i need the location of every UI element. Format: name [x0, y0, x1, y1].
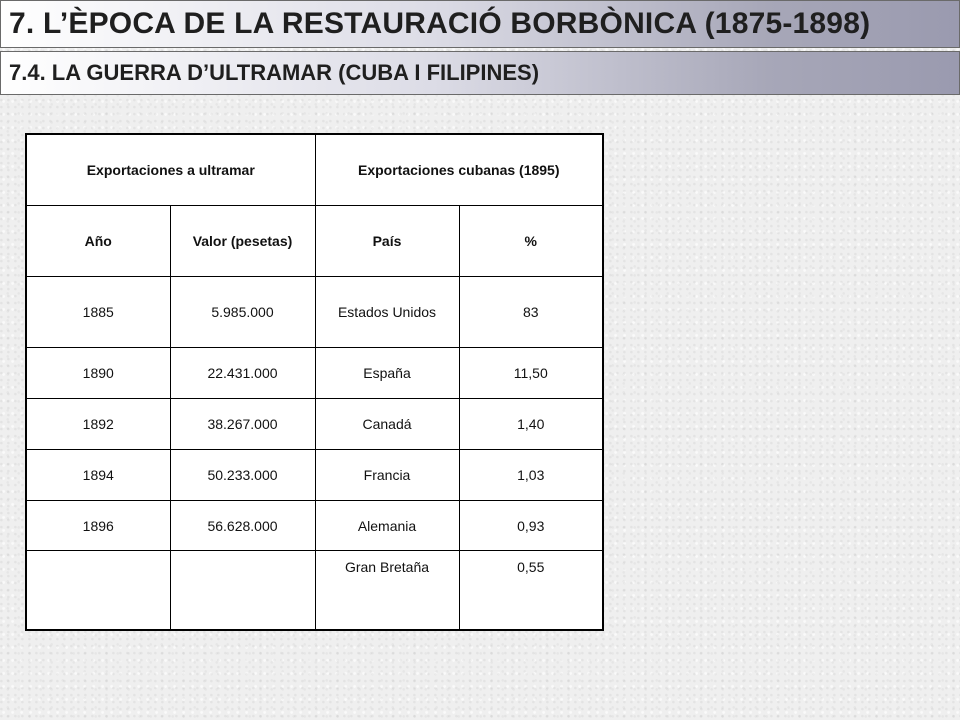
column-header-percent: % — [459, 206, 603, 277]
cell-year: 1885 — [26, 277, 170, 348]
cell-percent: 1,40 — [459, 399, 603, 450]
slide-subtitle: 7.4. LA GUERRA D’ULTRAMAR (CUBA I FILIPINES) — [0, 51, 960, 95]
cell-year: 1890 — [26, 348, 170, 399]
cell-value: 22.431.000 — [170, 348, 315, 399]
cell-year — [26, 551, 170, 631]
group-header-row — [26, 134, 603, 206]
cell-percent: 0,93 — [459, 501, 603, 551]
cell-percent: 1,03 — [459, 450, 603, 501]
cell-percent: 11,50 — [459, 348, 603, 399]
column-header-row — [26, 206, 603, 277]
exports-table — [25, 133, 604, 631]
cell-value: 5.985.000 — [170, 277, 315, 348]
column-header-country: País — [315, 206, 459, 277]
cell-country: Francia — [315, 450, 459, 501]
cell-country: España — [315, 348, 459, 399]
column-header-value: Valor (pesetas) — [170, 206, 315, 277]
cell-country: Gran Bretaña — [315, 551, 459, 631]
group-header-cuba: Exportaciones cubanas (1895) — [315, 134, 603, 206]
cell-value — [170, 551, 315, 631]
slide-title: 7. L’ÈPOCA DE LA RESTAURACIÓ BORBÒNICA (1875-1898) — [0, 0, 960, 48]
cell-country: Canadá — [315, 399, 459, 450]
table-row — [26, 399, 603, 450]
table-row — [26, 551, 603, 631]
cell-year: 1896 — [26, 501, 170, 551]
table-row — [26, 348, 603, 399]
cell-year: 1892 — [26, 399, 170, 450]
table-row — [26, 501, 603, 551]
cell-value: 38.267.000 — [170, 399, 315, 450]
cell-country: Estados Unidos — [315, 277, 459, 348]
table-row — [26, 450, 603, 501]
cell-year: 1894 — [26, 450, 170, 501]
column-header-year: Año — [26, 206, 170, 277]
cell-value: 56.628.000 — [170, 501, 315, 551]
cell-percent: 0,55 — [459, 551, 603, 631]
table-row — [26, 277, 603, 348]
group-header-ultramar: Exportaciones a ultramar — [26, 134, 315, 206]
cell-percent: 83 — [459, 277, 603, 348]
cell-value: 50.233.000 — [170, 450, 315, 501]
cell-country: Alemania — [315, 501, 459, 551]
